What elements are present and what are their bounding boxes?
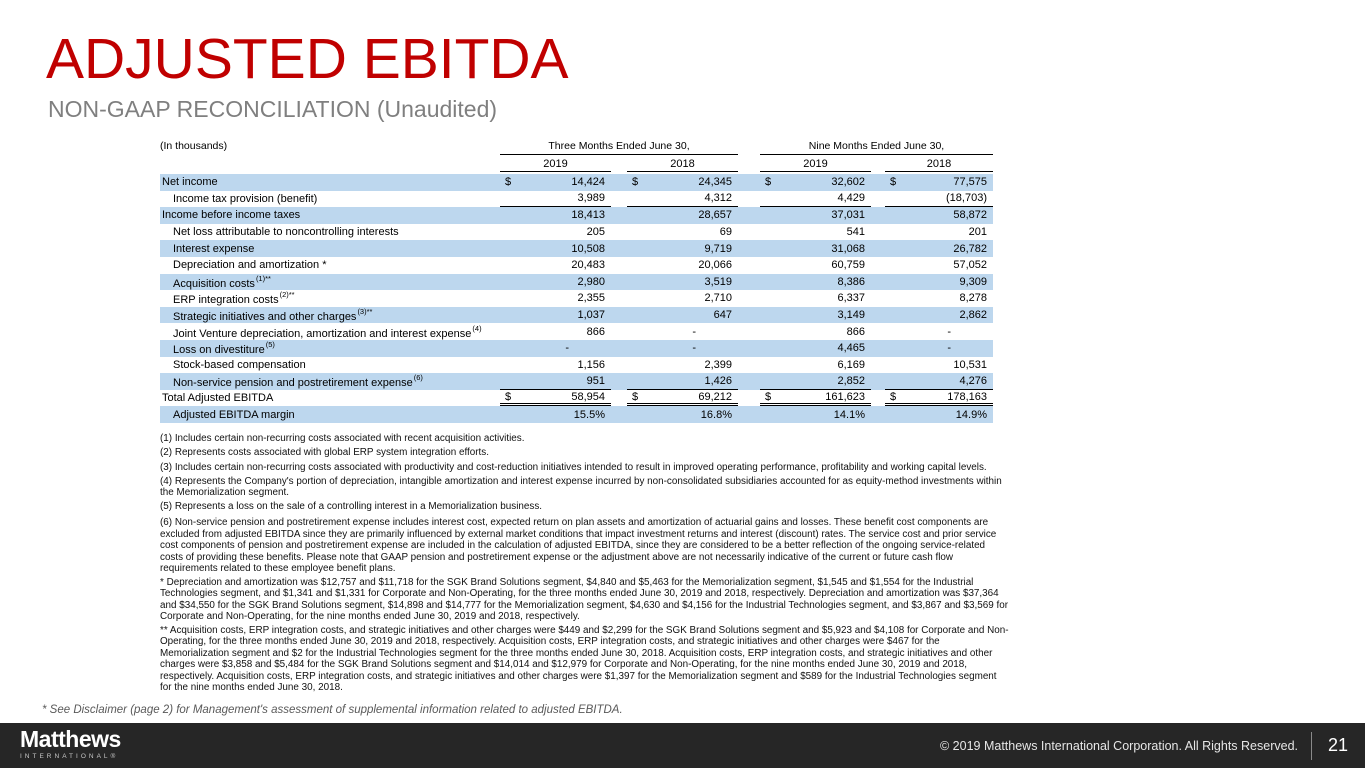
column-gap (871, 257, 885, 274)
row-label: Strategic initiatives and other charges$^{(3)**}$ (173, 307, 373, 324)
cell-value: 3,519 (704, 275, 732, 288)
column-gap (871, 240, 885, 257)
row-label: Interest expense (173, 242, 255, 255)
cell-value: $ 161,623 (760, 390, 871, 407)
row-label: Total Adjusted EBITDA (162, 392, 274, 405)
cell-value: 2,710 (704, 292, 732, 305)
cell-value: 647 (713, 309, 732, 322)
cell-value: 3,989 (500, 191, 611, 208)
row-label: Income before income taxes (162, 209, 301, 222)
matthews-logo (20, 728, 121, 761)
footnote: ** Acquisition costs, ERP integration costs, and strategic initiatives and other charges were $449 and $2,299 for the SGK Brand Solutions segment and $5,923 and $4,108 for Corporate and Non-Operating, for the three months ended June 30, 2019 and 2018, respectively. Acquisition costs, ERP integration costs, and strategic initiatives and other charges were $467 for the Memorialization segment and $2 for the Industrial Technologies segment for the three months ended June 30, 2018. Acquisition costs, ERP integration costs, and strategic initiatives and other charges were $3,858 and $5,484 for the SGK Brand Solutions segment and $14,014 and $12,979 for Corporate and Non-Operating, for the nine months ended June 30, 2019 and 2018, respectively. Acquisition costs, ERP integration costs, and strategic initiatives and other charges were $1,397 for the Memorialization segment and $589 for the Industrial Technologies segment for the nine months ended June 30, 2018. (160, 624, 1009, 693)
column-gap (611, 257, 627, 274)
column-gap (871, 307, 885, 324)
cell-value: 201 (968, 226, 987, 239)
footnote-ref: (5) (265, 340, 275, 350)
footnote-ref: (2)** (279, 290, 295, 300)
table-row (160, 340, 993, 357)
year-header: 2018 (885, 158, 993, 172)
cell-value: 15.5% (573, 408, 605, 421)
column-gap (611, 390, 627, 407)
cell-value: 9,309 (959, 275, 987, 288)
cell-value: 14.9% (955, 408, 987, 421)
footnote: (3) Includes certain non-recurring costs associated with productivity and cost-reduction initiatives intended to result in improved operating performance, profitability and working capital levels. (160, 462, 987, 473)
table-row (160, 406, 993, 423)
cell-value: - (947, 342, 951, 355)
cell-value: 1,156 (577, 358, 605, 371)
cell-value: 866 (846, 325, 865, 338)
table-row (160, 357, 993, 374)
cell-value: 2,355 (577, 292, 605, 305)
cell-value: 951 (500, 373, 611, 390)
cell-value: 4,276 (885, 373, 993, 390)
column-gap (871, 323, 885, 340)
column-gap (611, 323, 627, 340)
column-gap (738, 323, 760, 340)
row-label: Income tax provision (benefit) (173, 192, 318, 205)
cell-value: - (565, 342, 569, 355)
footnote-ref: (6) (413, 373, 423, 383)
table-row (160, 224, 993, 241)
footnotes-section (160, 433, 1010, 696)
column-gap (738, 224, 760, 241)
col-group-nine-months: Nine Months Ended June 30, (760, 140, 993, 155)
column-gap (611, 357, 627, 374)
column-gap (738, 174, 760, 191)
table-row (160, 257, 993, 274)
table-row (160, 191, 993, 208)
column-gap (738, 406, 760, 423)
dollar-sign: $ (890, 390, 897, 403)
column-gap (738, 240, 760, 257)
footnote: (6) Non-service pension and postretirement expense includes interest cost, expected return on plan assets and amortization of actuarial gains and losses. These benefit cost components are excluded from adjusted EBITDA since they are primarily influenced by external market conditions that impact investment returns and interest (discount) rates. The service cost and prior service cost components of pension and postretirement expense are included in the calculation of adjusted EBITDA, since they are considered to be a better reflection of the ongoing service-related costs of providing these benefits. Please note that GAAP pension and postretirement expense or the adjustment above are not necessarily indicative of the current or future cash flow requirements related to these employee benefit plans. (160, 517, 997, 574)
column-gap (611, 290, 627, 307)
disclaimer-text: * See Disclaimer (page 2) for Management's assessment of supplemental information related to adjusted EBITDA. (42, 704, 623, 716)
table-row (160, 307, 993, 324)
year-header: 2019 (760, 158, 871, 172)
footnote: * Depreciation and amortization was $12,757 and $11,718 for the SGK Brand Solutions segment, $4,840 and $5,463 for the Memorialization segment, $1,545 and $1,554 for the Industrial Technologies segment, and $1,341 and $1,331 for Corporate and Non-Operating, for the three months ended June 30, 2019 and 2018, respectively. Depreciation and amortization was $37,364 and $34,550 for the SGK Brand Solutions segment, $14,898 and $14,777 for the Memorialization segment, $4,630 and $4,156 for the Industrial Technologies segment, and $3,867 and $3,569 for Corporate and Non-Operating, for the nine months ended June 30, 2019 and 2018, respectively. (160, 576, 1009, 622)
cell-value: 4,429 (760, 191, 871, 208)
table-row (160, 207, 993, 224)
column-gap (871, 340, 885, 357)
table-row (160, 174, 993, 191)
units-label: (In thousands) (160, 140, 228, 152)
row-label: Acquisition costs$^{(1)**}$ (173, 273, 271, 290)
column-gap (611, 191, 627, 208)
cell-value: 2,980 (577, 275, 605, 288)
row-label: Adjusted EBITDA margin (173, 408, 295, 421)
column-gap (611, 224, 627, 241)
column-gap (871, 174, 885, 191)
dollar-sign: $ (632, 176, 639, 189)
cell-value: 14.1% (833, 408, 865, 421)
row-label: Joint Venture depreciation, amortization and interest expense$^{(4)}$ (173, 323, 482, 340)
table-body (160, 174, 993, 423)
column-gap (738, 207, 760, 224)
cell-value: 26,782 (953, 242, 987, 255)
column-gap (611, 240, 627, 257)
logo-wordmark: Matthews (20, 726, 121, 752)
column-gap (871, 274, 885, 291)
cell-value: 69 (719, 226, 732, 239)
column-gap (611, 174, 627, 191)
column-gap (738, 373, 760, 390)
row-label: ERP integration costs$^{(2)**}$ (173, 290, 295, 307)
dollar-sign: $ (505, 390, 512, 403)
cell-value: - (947, 325, 951, 338)
cell-value: $ 69,212 (627, 390, 738, 407)
column-gap (738, 340, 760, 357)
row-label: Stock-based compensation (173, 358, 306, 371)
column-gap (871, 357, 885, 374)
cell-value: 60,759 (831, 259, 865, 272)
table-header-years (160, 155, 993, 172)
cell-value: 9,719 (704, 242, 732, 255)
footnote: (2) Represents costs associated with global ERP system integration efforts. (160, 446, 489, 458)
year-header: 2018 (627, 158, 738, 172)
footnote: (5) Represents a loss on the sale of a controlling interest in a Memorialization business. (160, 500, 543, 512)
cell-value: 16.8% (700, 408, 732, 421)
table-row (160, 290, 993, 307)
column-gap (611, 373, 627, 390)
column-gap (871, 191, 885, 208)
column-gap (738, 191, 760, 208)
dollar-sign: $ (765, 390, 772, 403)
dollar-sign: $ (632, 390, 639, 403)
cell-value: 28,657 (698, 209, 732, 222)
cell-value: 8,386 (837, 275, 865, 288)
table-row (160, 240, 993, 257)
cell-value: 3,149 (837, 309, 865, 322)
row-label: Non-service pension and postretirement expense$^{(6)}$ (173, 373, 423, 390)
column-gap (871, 373, 885, 390)
column-gap (611, 307, 627, 324)
column-gap (871, 406, 885, 423)
cell-value: - (692, 325, 696, 338)
cell-value: $ 32,602 (765, 176, 865, 189)
column-gap (871, 290, 885, 307)
column-gap (611, 207, 627, 224)
cell-value: 18,413 (571, 209, 605, 222)
column-gap (611, 340, 627, 357)
column-gap (738, 257, 760, 274)
column-gap (871, 390, 885, 407)
page-divider (1311, 732, 1312, 760)
dollar-sign: $ (765, 176, 772, 189)
table-row (160, 390, 993, 407)
table-header-groups (160, 136, 993, 155)
cell-value: 2,399 (704, 358, 732, 371)
cell-value: 58,872 (953, 209, 987, 222)
cell-value: 20,483 (571, 259, 605, 272)
cell-value: 205 (586, 226, 605, 239)
cell-value: 8,278 (959, 292, 987, 305)
footnote-ref: (3)** (357, 307, 373, 317)
cell-value: 1,037 (577, 309, 605, 322)
cell-value: 2,852 (760, 373, 871, 390)
cell-value: 10,508 (571, 242, 605, 255)
cell-value: 6,337 (837, 292, 865, 305)
row-label: Net loss attributable to noncontrolling interests (173, 226, 399, 239)
cell-value: - (692, 342, 696, 355)
column-gap (738, 274, 760, 291)
column-gap (738, 390, 760, 407)
row-label: Net income (162, 176, 218, 189)
cell-value: (18,703) (885, 191, 993, 208)
cell-value: 31,068 (831, 242, 865, 255)
cell-value: $ 178,163 (885, 390, 993, 407)
column-gap (611, 274, 627, 291)
column-gap (738, 357, 760, 374)
footer-bar (0, 723, 1365, 768)
column-gap (738, 307, 760, 324)
column-gap (871, 207, 885, 224)
page-number: 21 (1327, 735, 1349, 755)
cell-value: 866 (586, 325, 605, 338)
cell-value: 1,426 (627, 373, 738, 390)
footnote-ref: (1)** (255, 273, 271, 283)
dollar-sign: $ (505, 176, 512, 189)
cell-value: 541 (846, 226, 865, 239)
reconciliation-table (160, 136, 993, 423)
dollar-sign: $ (890, 176, 897, 189)
footnote-ref: (4) (472, 323, 482, 333)
cell-value: $ 58,954 (500, 390, 611, 407)
cell-value: 20,066 (698, 259, 732, 272)
logo-international: INTERNATIONAL® (20, 753, 119, 760)
cell-value: 37,031 (831, 209, 865, 222)
year-header: 2019 (500, 158, 611, 172)
page-subtitle: NON-GAAP RECONCILIATION (Unaudited) (48, 96, 498, 122)
cell-value: $ 24,345 (632, 176, 732, 189)
column-gap (738, 290, 760, 307)
cell-value: 2,862 (959, 309, 987, 322)
copyright-text: © 2019 Matthews International Corporation. All Rights Reserved. (939, 738, 1298, 753)
footnote: (4) Represents the Company's portion of depreciation, intangible amortization and interest expense incurred by non-consolidated subsidiaries accounted for as equity-method investments within the Memorialization segment. (160, 475, 1002, 498)
cell-value: $ 14,424 (505, 176, 605, 189)
cell-value: 4,312 (627, 191, 738, 208)
row-label: Depreciation and amortization * (173, 259, 327, 272)
col-group-three-months: Three Months Ended June 30, (500, 140, 738, 155)
row-label: Loss on divestiture$^{(5)}$ (173, 340, 275, 357)
column-gap (871, 224, 885, 241)
cell-value: 4,465 (837, 342, 865, 355)
cell-value: $ 77,575 (890, 176, 987, 189)
table-row (160, 373, 993, 390)
page-title: ADJUSTED EBITDA (46, 27, 569, 91)
cell-value: 6,169 (837, 358, 865, 371)
table-row (160, 274, 993, 291)
cell-value: 57,052 (953, 259, 987, 272)
footer-right (940, 723, 1351, 768)
cell-value: 10,531 (953, 358, 987, 371)
column-gap (611, 406, 627, 423)
footnote: (1) Includes certain non-recurring costs associated with recent acquisition activities. (160, 433, 525, 444)
table-row (160, 323, 993, 340)
